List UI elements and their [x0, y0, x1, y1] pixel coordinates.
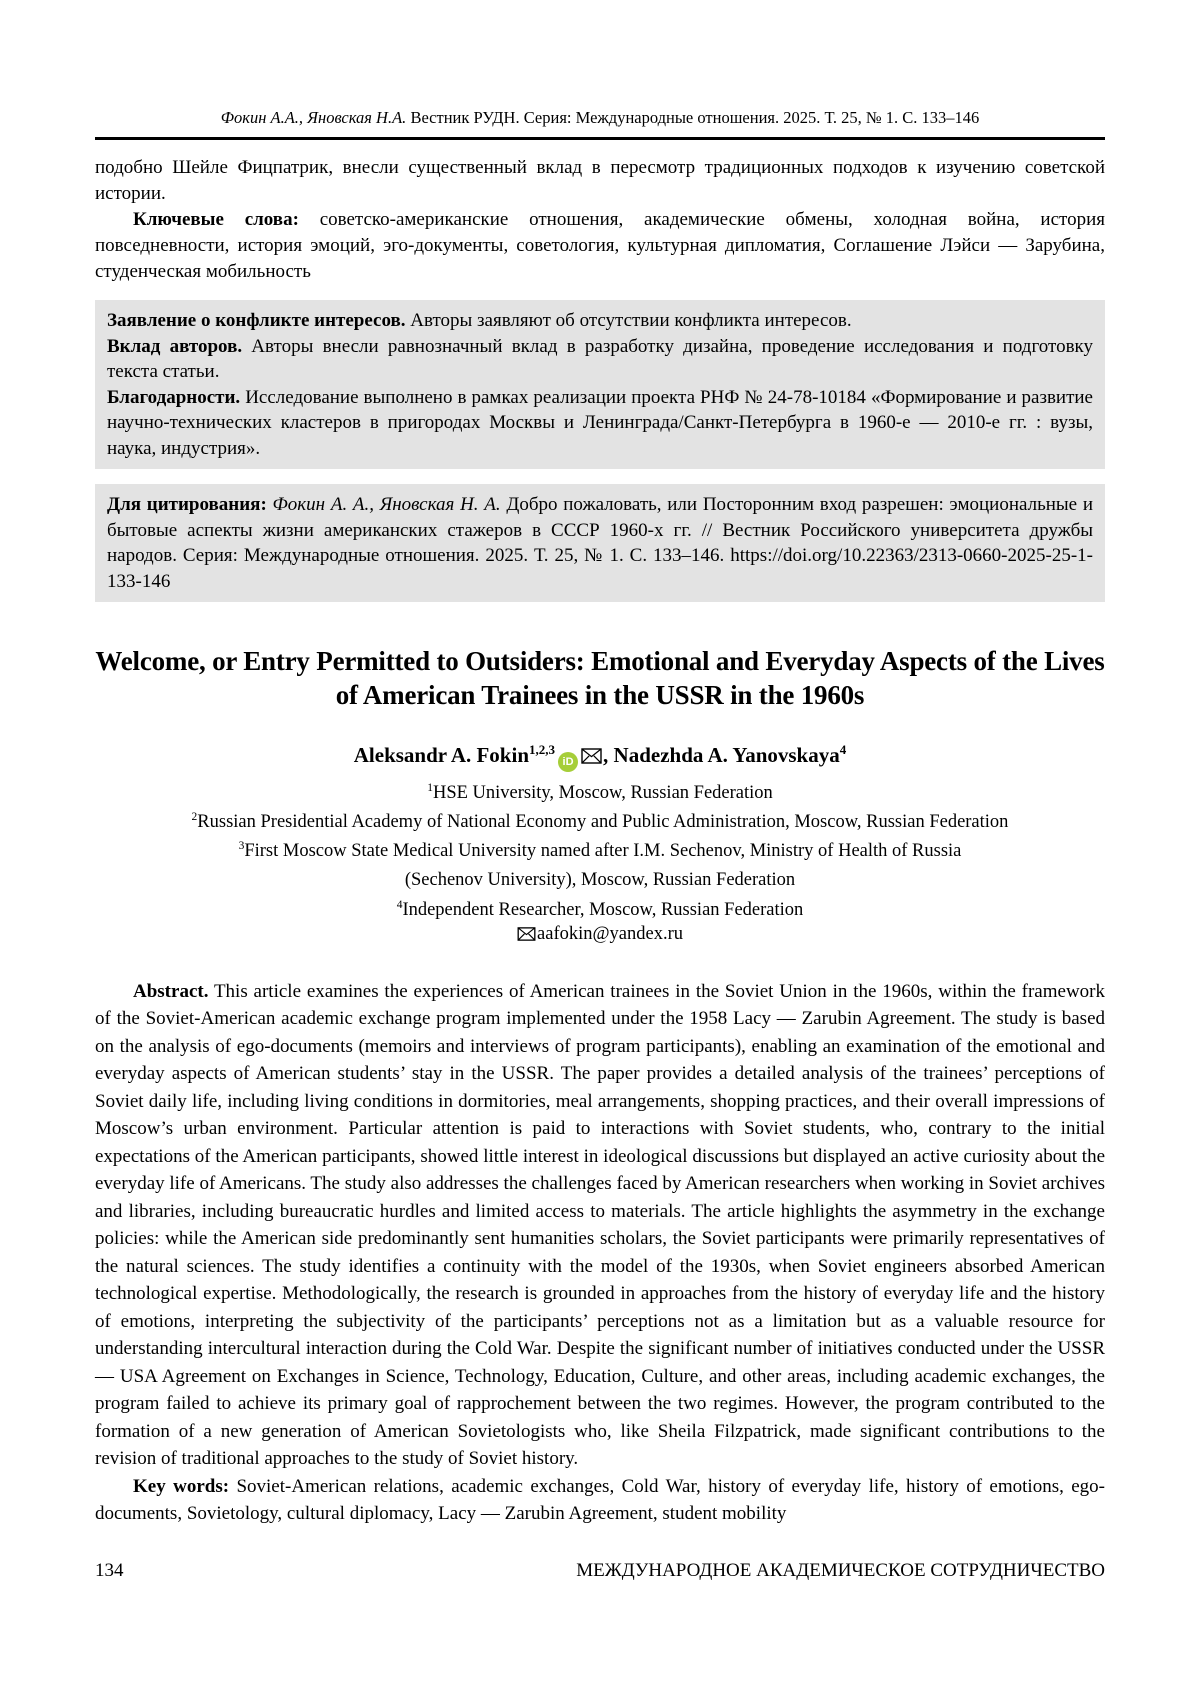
citation-paragraph [107, 492, 1093, 594]
citation-label: Для цитирования: [107, 494, 267, 515]
affiliation-3b-text: (Sechenov University), Moscow, Russian Federation [404, 870, 796, 891]
author-1-name: Aleksandr A. Fokin [353, 743, 529, 767]
author-2-affiliation-marks: 4 [839, 742, 847, 757]
email-line [95, 922, 1105, 946]
author-1-affiliation-marks: 1,2,3 [529, 742, 556, 757]
acknowledgements-text: Исследование выполнено в рамках реализации проекта РНФ № 24-78-10184 «Формирование и развитие научно-технических кластеров в пригородах Москвы и Ленинграда/Санкт-Петербурга в 1960-е — 2010-е гг. : вузы, наука, индустрия». [107, 386, 1093, 459]
running-header-journal-ref: Вестник РУДН. Серия: Международные отношения. 2025. Т. 25, № 1. С. 133–146 [406, 108, 980, 127]
citation-text: Добро пожаловать, или Посторонним вход разрешен: эмоциональные и бытовые аспекты жизни американских стажеров в СССР 1960-х гг. // Вестник Российского университета дружбы народов. Серия: Международные отношения. 2025. Т. 25, № 1. С. 133–146. https://doi.org/10.22363/2313-0660-2025-25-1-133-146 [107, 494, 1093, 592]
conflict-statement [107, 308, 1093, 334]
continuation-paragraph: подобно Шейле Фицпатрик, внесли существенный вклад в пересмотр традиционных подходов к изучению советской истории. [95, 157, 1105, 204]
email-address[interactable]: aafokin@yandex.ru [537, 923, 683, 944]
orcid-icon[interactable]: iD [558, 752, 578, 772]
acknowledgements [107, 385, 1093, 462]
authors-contribution [107, 334, 1093, 385]
keywords-ru-label: Ключевые слова: [133, 209, 299, 230]
keywords-ru-paragraph [95, 207, 1105, 285]
footer-section-title: МЕЖДУНАРОДНОЕ АКАДЕМИЧЕСКОЕ СОТРУДНИЧЕСТВО [576, 1560, 1105, 1581]
authors-contribution-text: Авторы внесли равнозначный вклад в разработку дизайна, проведение исследования и подготовку текста статьи. [107, 335, 1093, 382]
citation-authors: Фокин А. А., Яновская Н. А. [266, 494, 501, 515]
page-footer [95, 1560, 1105, 1582]
keywords-en-text: Soviet-American relations, academic exchanges, Cold War, history of everyday life, history of emotions, ego-documents, Sovietology, cultural diplomacy, Lacy — Zarubin Agreement, student mobility [95, 1475, 1106, 1525]
affiliation-1-mark: 1 [427, 782, 433, 794]
running-header-authors: Фокин А.А., Яновская Н.А. [220, 108, 407, 127]
affiliation-4-mark: 4 [396, 898, 403, 911]
authors-contribution-label: Вклад авторов. [107, 335, 243, 357]
conflict-statement-text: Авторы заявляют об отсутствии конфликта интересов. [405, 310, 852, 331]
affiliation-2-mark: 2 [191, 811, 198, 824]
envelope-icon [517, 927, 536, 941]
affiliation-3-mark: 3 [238, 840, 245, 853]
affiliation-4 [95, 893, 1105, 922]
authors-line [95, 736, 1105, 772]
affiliation-3-continued [95, 863, 1105, 892]
envelope-icon[interactable] [581, 748, 602, 764]
keywords-en-paragraph [95, 1473, 1105, 1528]
affiliation-1 [95, 776, 1105, 805]
affiliations-block [95, 776, 1105, 946]
author-2-name: Nadezhda A. Yanovskaya [613, 743, 840, 767]
keywords-en-label: Key words: [133, 1475, 230, 1497]
acknowledgements-label: Благодарности. [107, 386, 241, 408]
page-number: 134 [95, 1560, 124, 1581]
affiliation-2 [95, 805, 1105, 834]
keywords-ru-text: советско-американские отношения, академические обмены, холодная война, история повседневности, история эмоций, эго-документы, советология, культурная дипломатия, Соглашение Лэйси — Зарубина, студенческая мобильность [95, 209, 1105, 282]
header-rule [95, 137, 1105, 140]
affiliation-1-text: HSE University, Moscow, Russian Federation [432, 783, 773, 804]
affiliation-3 [95, 834, 1105, 863]
authors-separator: , [603, 743, 614, 767]
running-header [95, 108, 1105, 128]
article-title: Welcome, or Entry Permitted to Outsiders: Emotional and Everyday Aspects of the Lives of American Trainees in the USSR in the 1960s [95, 646, 1105, 710]
affiliation-2-text: Russian Presidential Academy of National Economy and Public Administration, Moscow, Russian Federation [197, 812, 1009, 833]
conflict-of-interest-box [95, 300, 1105, 469]
conflict-statement-label: Заявление о конфликте интересов. [107, 310, 406, 331]
abstract-label: Abstract. [133, 980, 209, 1002]
affiliation-3-text: First Moscow State Medical University named after I.M. Sechenov, Ministry of Health of Russia [244, 841, 962, 862]
citation-box [95, 484, 1105, 602]
abstract-paragraph [95, 978, 1105, 1473]
affiliation-4-text: Independent Researcher, Moscow, Russian Federation [402, 899, 804, 920]
abstract-text: This article examines the experiences of American trainees in the Soviet Union in the 1960s, within the framework of the Soviet-American academic exchange program implemented under the 1958 Lacy — Zarubin Agreement. The study is based on the analysis of ego-documents (memoirs and interviews of program participants), enabling an examination of the emotional and everyday aspects of American students’ stay in the USSR. The paper provides a detailed analysis of the trainees’ perceptions of Soviet daily life, including living conditions in dormitories, meal arrangements, shopping practices, and their overall impressions of Moscow’s urban environment. Particular attention is paid to interactions with Soviet students, who, contrary to the initial expectations of the American participants, showed little interest in ideological discussions but displayed an active curiosity about the everyday life of Americans. The study also addresses the challenges faced by American researchers when working in Soviet archives and libraries, including bureaucratic hurdles and limited access to materials. The article highlights the asymmetry in the exchange policies: while the American side predominantly sent humanities scholars, the Soviet participants were primarily representatives of the natural sciences. The study identifies a continuity with the model of the 1930s, when Soviet engineers absorbed American technological expertise. Methodologically, the research is grounded in approaches from the history of everyday life and the history of emotions, interpreting the subjectivity of the participants’ perceptions not as a limitation but as a valuable resource for understanding intercultural interaction during the Cold War. Despite the significant number of initiatives conducted under the USSR — USA Agreement on Exchanges in Science, Technology, Education, Culture, and other areas, including academic exchanges, the program failed to achieve its primary goal of rapprochement between the two regimes. However, the program contributed to the formation of a new generation of American Sovietologists who, like Sheila Filzpatrick, made significant contributions to the revision of traditional approaches to the study of Soviet history. [95, 980, 1105, 1470]
